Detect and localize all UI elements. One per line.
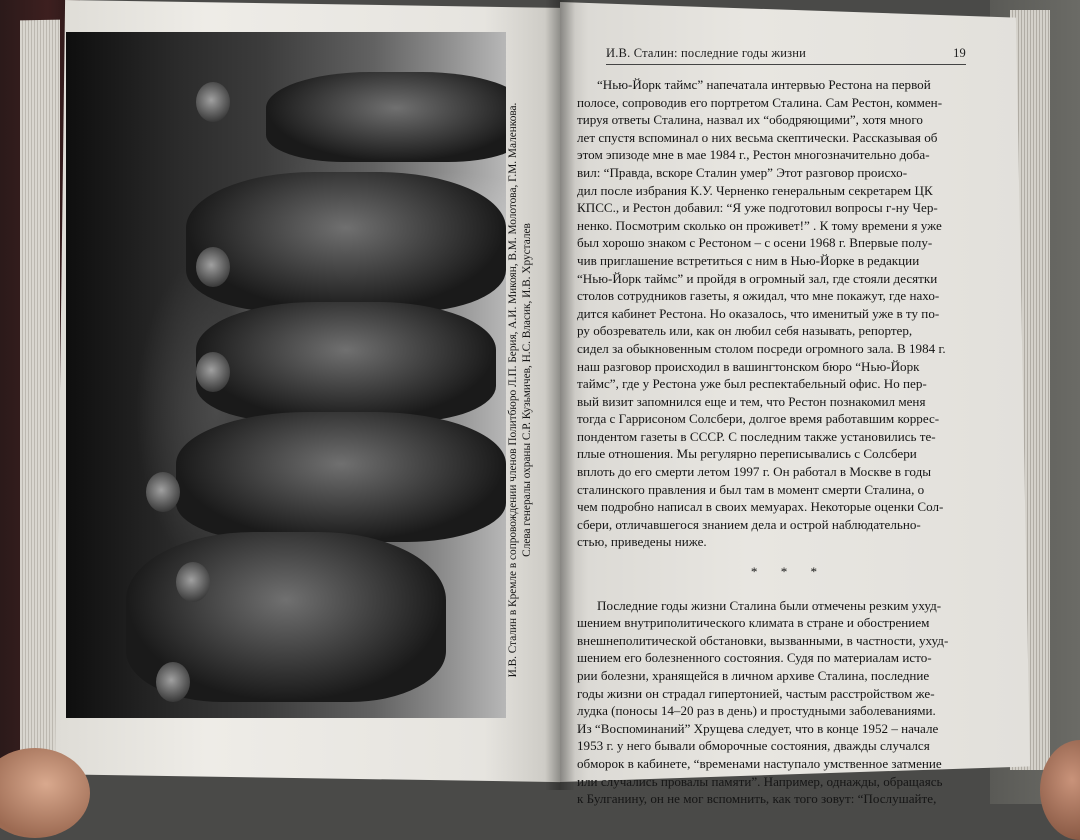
running-title: И.В. Сталин: последние годы жизни: [606, 46, 807, 60]
face: [196, 352, 230, 392]
caption-line: Слева генералы охраны С.Р. Кузьмичев, Н.С. Власик, И.В. Хрусталев: [521, 223, 533, 557]
face: [156, 662, 190, 702]
text-line: был хорошо знаком с Рестоном – с осени 1968 г. Впервые полу-: [577, 235, 933, 251]
text-line: тируя ответы Сталина, назвал их “ободряющими”, хотя много: [577, 112, 923, 128]
text-line: Из “Воспоминаний” Хрущева следует, что в конце 1952 – начале: [577, 720, 939, 736]
text-line: сидел за обыкновенным столом посреди огромного зала. В 1984 г.: [577, 340, 946, 356]
face: [176, 562, 210, 602]
face: [196, 247, 230, 287]
page-number: 19: [953, 46, 966, 60]
text-line: Последние годы жизни Сталина были отмечены резким ухуд-: [597, 597, 942, 613]
body-text: [577, 76, 1001, 808]
text-line: “Нью-Йорк таймс” напечатала интервью Рестона на первой: [597, 77, 931, 92]
text-line: сбери, отличавшегося знанием дела и острой наблюдательно-: [577, 516, 921, 532]
text-line: пондентом газеты в СССР. С последним также установились те-: [577, 428, 936, 444]
text-line: тогда с Гаррисоном Солсбери, долгое время работавшим коррес-: [577, 411, 940, 427]
running-header: [606, 46, 966, 61]
photo-caption: [506, 65, 558, 715]
text-line: шением его болезненного состояния. Судя по материалам исто-: [577, 650, 932, 666]
text-line: чем подробно написал в своих мемуарах. Некоторые оценки Сол-: [577, 499, 944, 515]
text-line: “Нью-Йорк таймс” и пройдя в огромный зал, где стояли десятки: [577, 270, 938, 286]
page-edges-left: [20, 20, 60, 781]
paragraph: [577, 76, 1001, 551]
text-line: или случались провалы памяти”. Например, однажды, обращаясь: [577, 773, 943, 789]
text-line: дил после избрания К.У. Черненко генеральным секретарем ЦК: [577, 182, 933, 198]
text-line: годы жизни он страдал гипертонией, частым расстройством же-: [577, 685, 935, 701]
text-line: вил: “Правда, вскоре Сталин умер” Этот разговор происхо-: [577, 164, 908, 180]
text-line: стью, приведены ниже.: [577, 534, 707, 550]
section-separator: * * *: [750, 564, 828, 580]
text-line: внешнеполитической обстановки, вызванными, в частности, ухуд-: [577, 632, 949, 648]
text-line: дится кабинет Рестона. Но оказалось, что именитый уже в ту по-: [577, 305, 940, 321]
text-line: чив приглашение встретиться с ним в Нью-Йорке в редакции: [577, 252, 920, 268]
caption-line: И.В. Сталин в Кремле в сопровождении членов Политбюро Л.П. Берия, А.И. Микоян, В.М. Молотова, Г.М. Маленкова.: [507, 102, 519, 678]
text-line: лудка (поносы 14–20 раз в день) и простудными заболеваниями.: [577, 703, 936, 719]
text-line: вплоть до его смерти летом 1997 г. Он работал в Москве в годы: [577, 464, 932, 480]
text-line: столов сотрудников газеты, я ожидал, что мне покажут, где нахо-: [577, 288, 940, 304]
text-line: сталинского правления и был там в момент смерти Сталина, о: [577, 481, 925, 497]
figure: [266, 72, 506, 162]
text-line: таймс”, где у Рестона уже был респектабельный офис. Но пер-: [577, 376, 927, 392]
figure: [176, 412, 506, 542]
text-line: ру обозреватель или, как он любил себя называть, репортер,: [577, 323, 913, 339]
text-line: ненко. Посмотрим сколько он проживет!” . К тому времени я уже: [577, 217, 942, 233]
face: [146, 472, 180, 512]
text-line: плые отношения. Мы регулярно переписывались с Солсбери: [577, 446, 917, 462]
text-line: этом эпизоде мне в мае 1984 г., Рестон многозначительно доба-: [577, 147, 930, 163]
header-rule: [606, 64, 966, 65]
text-line: наш разговор происходил в вашингтонском бюро “Нью-Йорк: [577, 358, 920, 374]
face: [196, 82, 230, 122]
text-line: к Булганину, он не мог вспомнить, как того зовут: “Послушайте,: [577, 791, 937, 807]
text-line: КПСС., и Рестон добавил: “Я уже подготовил вопросы г-ну Чер-: [577, 200, 938, 216]
paragraph: [577, 597, 1001, 808]
text-line: 1953 г. у него бывали обморочные состояния, дважды случался: [577, 738, 930, 754]
photograph: [66, 32, 506, 718]
text-line: лет спустя вспоминал о них весьма скептически. Рассказывая об: [577, 129, 938, 145]
text-line: вый визит запомнился еще и тем, что Рестон познакомил меня: [577, 393, 926, 409]
figure: [186, 172, 506, 312]
figure: [196, 302, 496, 422]
text-line: рии болезни, хранящейся в личном архиве Сталина, последние: [577, 668, 930, 683]
text-line: обморок в кабинете, “временами наступало умственное затмение: [577, 755, 942, 771]
text-line: шением внутриполитического климата в стране и обострением: [577, 615, 930, 631]
text-line: полосе, сопроводив его портретом Сталина. Сам Рестон, коммен-: [577, 94, 943, 110]
